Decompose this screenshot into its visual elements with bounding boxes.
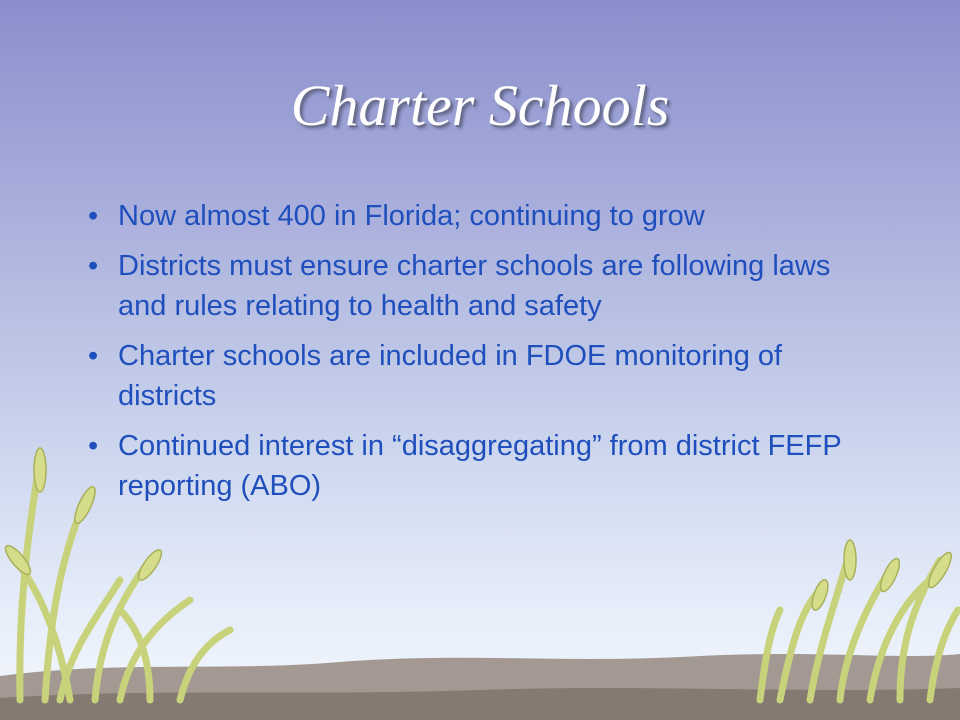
list-item (80, 336, 860, 416)
bullet-text: Districts must ensure charter schools are following laws and rules relating to health and safety (118, 250, 831, 322)
list-item (80, 196, 860, 236)
list-item (80, 426, 860, 506)
bullet-text: Now almost 400 in Florida; continuing to grow (118, 200, 705, 232)
bullet-dot-icon: • (88, 250, 99, 282)
bullet-dot-icon: • (88, 340, 99, 372)
bullet-dot-icon: • (88, 200, 99, 232)
bullet-list (80, 196, 860, 516)
bullet-text: Continued interest in “disaggregating” from district FEFP reporting (ABO) (118, 430, 842, 502)
bullet-text: Charter schools are included in FDOE monitoring of districts (118, 340, 783, 412)
list-item (80, 246, 860, 326)
bullet-dot-icon: • (88, 430, 99, 462)
slide-title: Charter Schools (290, 73, 670, 138)
